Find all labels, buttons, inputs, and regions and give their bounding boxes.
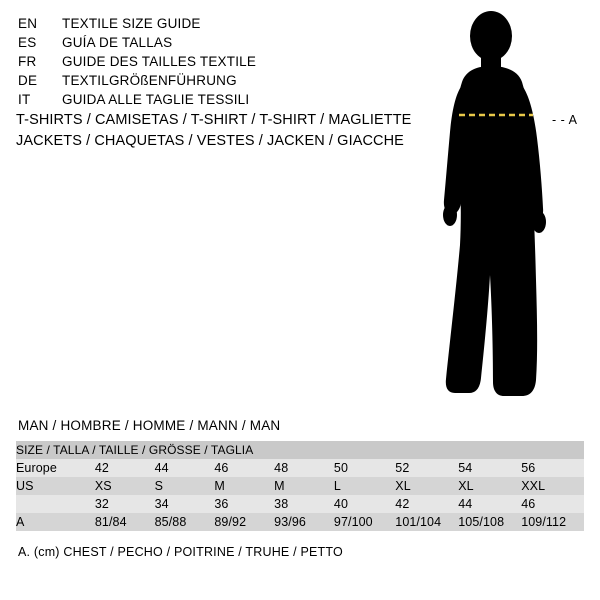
table-row — [16, 495, 584, 513]
table-row — [16, 459, 584, 477]
cell-value: 36 — [214, 495, 274, 513]
legend-row — [18, 14, 368, 33]
language-legend — [18, 14, 368, 109]
cell-value: 48 — [274, 459, 334, 477]
cell-value: 97/100 — [334, 513, 395, 531]
legend-text: GUIDA ALLE TAGLIE TESSILI — [62, 92, 250, 107]
table-title: MAN / HOMBRE / HOMME / MANN / MAN — [18, 418, 281, 433]
cell-value: 34 — [155, 495, 215, 513]
row-label — [16, 495, 95, 513]
table-row — [16, 477, 584, 495]
legend-row — [18, 33, 368, 52]
legend-text: GUÍA DE TALLAS — [62, 35, 173, 50]
cell-value: 44 — [458, 495, 521, 513]
cell-value: 109/112 — [521, 513, 584, 531]
cell-value: 81/84 — [95, 513, 155, 531]
legend-text: GUIDE DES TAILLES TEXTILE — [62, 54, 257, 69]
cell-value: 42 — [395, 495, 458, 513]
silhouette-svg — [400, 10, 600, 410]
table-header-label: SIZE / TALLA / TAILLE / GRÖSSE / TAGLIA — [16, 441, 584, 459]
legend-row — [18, 90, 368, 109]
right-hand-shape — [532, 211, 546, 233]
cell-value: 42 — [95, 459, 155, 477]
cell-value: XS — [95, 477, 155, 495]
category-jackets: JACKETS / CHAQUETAS / VESTES / JACKEN / GIACCHE — [16, 133, 404, 149]
cell-value: 46 — [214, 459, 274, 477]
cell-value: 52 — [395, 459, 458, 477]
head-shape — [470, 11, 512, 61]
legend-row — [18, 52, 368, 71]
row-label: Europe — [16, 459, 95, 477]
cell-value: XXL — [521, 477, 584, 495]
left-hand-shape — [443, 204, 457, 226]
cell-value: 54 — [458, 459, 521, 477]
cell-value: 38 — [274, 495, 334, 513]
neck-shape — [481, 54, 501, 68]
cell-value: XL — [395, 477, 458, 495]
legend-code: ES — [18, 35, 37, 50]
cell-value: 93/96 — [274, 513, 334, 531]
legend-text: TEXTILGRÖßENFÜHRUNG — [62, 73, 237, 88]
row-label: A — [16, 513, 95, 531]
cell-value: 101/104 — [395, 513, 458, 531]
cell-value: 50 — [334, 459, 395, 477]
legend-code: FR — [18, 54, 37, 69]
cell-value: XL — [458, 477, 521, 495]
legend-code: IT — [18, 92, 31, 107]
row-label: US — [16, 477, 95, 495]
cell-value: 85/88 — [155, 513, 215, 531]
legend-code: DE — [18, 73, 38, 88]
cell-value: M — [214, 477, 274, 495]
legend-text: TEXTILE SIZE GUIDE — [62, 16, 201, 31]
cell-value: M — [274, 477, 334, 495]
table-row — [16, 513, 584, 531]
cell-value: 40 — [334, 495, 395, 513]
cell-value: 56 — [521, 459, 584, 477]
measure-label-a: - - A — [552, 113, 578, 127]
size-table — [16, 441, 584, 531]
cell-value: 32 — [95, 495, 155, 513]
cell-value: 105/108 — [458, 513, 521, 531]
male-silhouette-figure — [400, 10, 600, 410]
cell-value: 44 — [155, 459, 215, 477]
cell-value: 46 — [521, 495, 584, 513]
table-header-row — [16, 441, 584, 459]
cell-value: S — [155, 477, 215, 495]
footnote-chest-measure: A. (cm) CHEST / PECHO / POITRINE / TRUHE / PETTO — [18, 545, 343, 559]
cell-value: L — [334, 477, 395, 495]
legend-row — [18, 71, 368, 90]
garment-categories — [16, 110, 412, 152]
legend-code: EN — [18, 16, 38, 31]
category-tshirts: T-SHIRTS / CAMISETAS / T-SHIRT / T-SHIRT / MAGLIETTE — [16, 112, 412, 128]
cell-value: 89/92 — [214, 513, 274, 531]
